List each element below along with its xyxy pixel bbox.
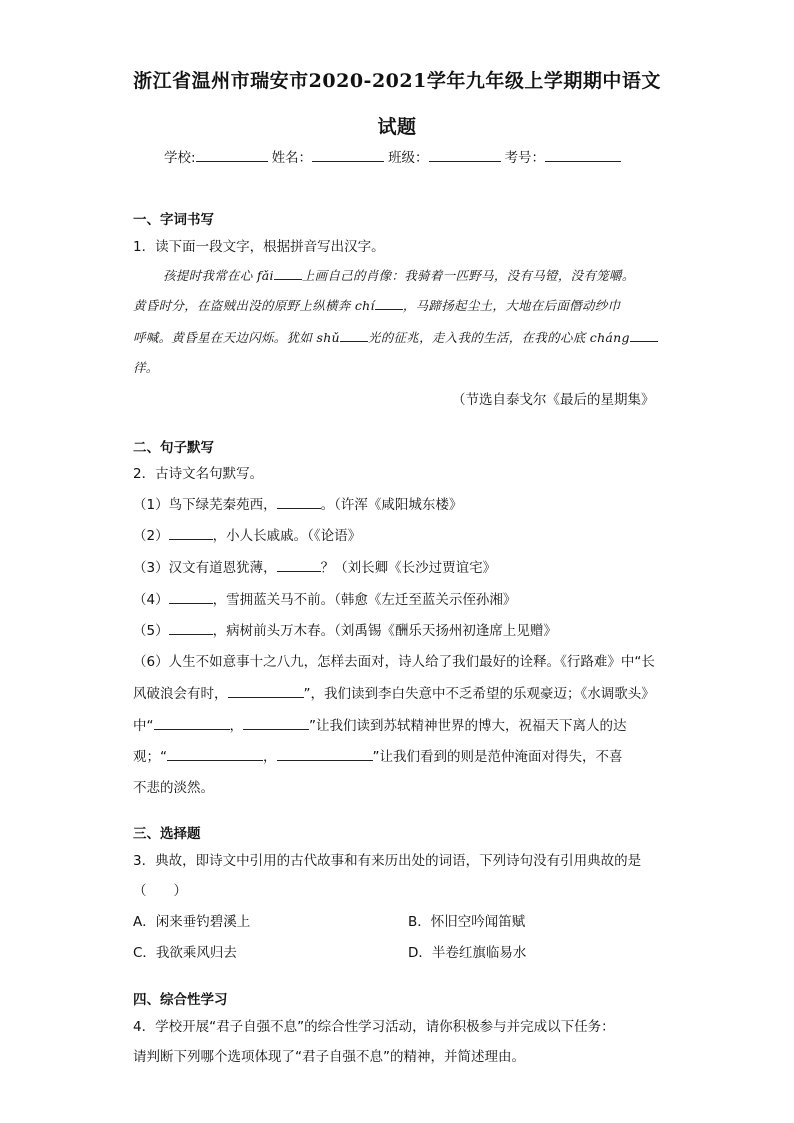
q2-text: ”，我们读到李白失意中不乏希望的乐观豪迈；《水调歌头》	[303, 686, 655, 702]
school-blank[interactable]	[196, 147, 268, 162]
q1-blank-4[interactable]	[630, 329, 658, 342]
q3-option-b[interactable]: B．怀旧空吟闻笛赋	[408, 914, 526, 930]
q2-text: 风破浪会有时，	[133, 686, 228, 702]
q1-blank-2[interactable]	[375, 297, 403, 310]
q3-option-a[interactable]: A．闲来垂钓碧溪上	[133, 914, 251, 930]
q2-text: 。（许浑《咸阳城东楼》	[320, 497, 463, 513]
q2-text: （3）汉文有道恩犹薄，	[133, 560, 277, 576]
exam-title-line1: 浙江省温州市瑞安市2020-2021学年九年级上学期期中语文	[133, 70, 661, 92]
q1-prompt: 1．读下面一段文字，根据拼音写出汉字。	[133, 239, 385, 255]
section-heading-2: 二、句子默写	[133, 440, 214, 456]
q1-blank-3[interactable]	[340, 329, 368, 342]
q2-blank-9[interactable]	[167, 748, 263, 761]
q2-text: （5）	[133, 623, 169, 639]
q1-passage-line2	[133, 296, 620, 314]
q1-passage-line4: 徉。	[133, 360, 159, 375]
q4-line2: 请判断下列哪个选项体现了“君子自强不息”的精神，并简述理由。	[133, 1049, 525, 1065]
q2-text: ，	[229, 718, 243, 734]
q3-option-d[interactable]: D．半卷红旗临易水	[408, 945, 527, 961]
q1-text: 上画自己的肖像：我骑着一匹野马，没有马镫，没有笼嚼。	[301, 268, 635, 283]
q2-text: 观；“	[133, 749, 167, 765]
name-label: 姓名：	[271, 150, 313, 166]
q3-prompt: 3．典故，即诗文中引用的古代故事和有来历出处的词语，下列诗句没有引用典故的是	[133, 853, 642, 869]
exam-no-blank[interactable]	[545, 147, 621, 162]
q2-blank-6[interactable]	[228, 685, 304, 698]
q1-passage-line1	[163, 266, 635, 284]
q2-item-2	[133, 524, 361, 544]
q2-text: ”让我们看到的则是范仲淹面对得失，不喜	[372, 749, 623, 765]
q2-text: ”让我们读到苏轼精神世界的博大，祝福天下离人的达	[309, 718, 627, 734]
q2-text: ，病树前头万木春。（刘禹锡《酬乐天扬州初逢席上见赠》	[212, 623, 557, 639]
q2-item-4	[133, 588, 516, 608]
q1-passage-line3	[133, 328, 658, 346]
school-label: 学校:	[164, 150, 196, 166]
class-label: 班级：	[388, 150, 429, 166]
q2-blank-4[interactable]	[169, 591, 213, 604]
exam-no-label: 考号：	[504, 150, 546, 166]
class-blank[interactable]	[429, 147, 501, 162]
q2-item-1	[133, 493, 462, 513]
q2-blank-1[interactable]	[277, 496, 321, 509]
q1-text: 呼喊。黄昏星在天边闪烁。犹如 shǔ	[133, 330, 340, 345]
q1-blank-1[interactable]	[274, 267, 302, 280]
q2-text: （2）	[133, 528, 169, 544]
q2-text: （1）鸟下绿芜秦苑西，	[133, 497, 277, 513]
q2-item-6-line3	[133, 714, 627, 734]
q2-text: ？（刘长卿《长沙过贾谊宅》	[320, 560, 497, 576]
q2-blank-5[interactable]	[169, 622, 213, 635]
q1-text: 黄昏时分，在盗贼出没的原野上纵横奔 chí	[133, 298, 375, 313]
exam-title-line2: 试题	[377, 116, 417, 138]
q3-option-c[interactable]: C．我欲乘风归去	[133, 945, 237, 961]
q2-text: ，	[263, 749, 277, 765]
student-info-line	[164, 146, 625, 166]
q2-item-6-line1: （6）人生不如意事十之八九，怎样去面对，诗人给了我们最好的诠释。《行路难》中“长	[133, 654, 655, 670]
q1-text: 孩提时我常在心 fǎi	[163, 268, 274, 283]
q2-item-3	[133, 556, 496, 576]
q2-text: 中“	[133, 718, 154, 734]
q1-text: 光的征兆，走入我的生活，在我的心底 cháng	[367, 330, 630, 345]
q2-blank-8[interactable]	[243, 717, 309, 730]
q2-blank-2[interactable]	[169, 527, 213, 540]
q2-text: ，小人长戚戚。（《论语》	[212, 528, 362, 544]
section-heading-4: 四、综合性学习	[133, 992, 228, 1008]
q2-text: （4）	[133, 592, 169, 608]
q1-text: ，马蹄扬起尘土，大地在后面僭动纱巾	[402, 298, 621, 313]
q2-prompt: 2．古诗文名句默写。	[133, 466, 264, 482]
q2-item-6-line4	[133, 745, 623, 765]
section-heading-1: 一、字词书写	[133, 212, 214, 228]
q2-text: ，雪拥蓝关马不前。（韩愈《左迁至蓝关示侄孙湘》	[212, 592, 517, 608]
name-blank[interactable]	[312, 147, 384, 162]
q2-item-5	[133, 619, 557, 639]
q2-item-6-line2	[133, 682, 655, 702]
q4-prompt: 4．学校开展“君子自强不息”的综合性学习活动，请你积极参与并完成以下任务：	[133, 1019, 615, 1035]
q2-item-6-line5: 不悲的淡然。	[133, 780, 214, 796]
q3-answer-parens: （ ）	[133, 883, 187, 899]
q1-source: （节选自泰戈尔《最后的星期集》	[452, 392, 655, 408]
section-heading-3: 三、选择题	[133, 826, 201, 842]
q2-blank-7[interactable]	[154, 717, 230, 730]
q2-blank-10[interactable]	[277, 748, 373, 761]
q2-blank-3[interactable]	[277, 559, 321, 572]
